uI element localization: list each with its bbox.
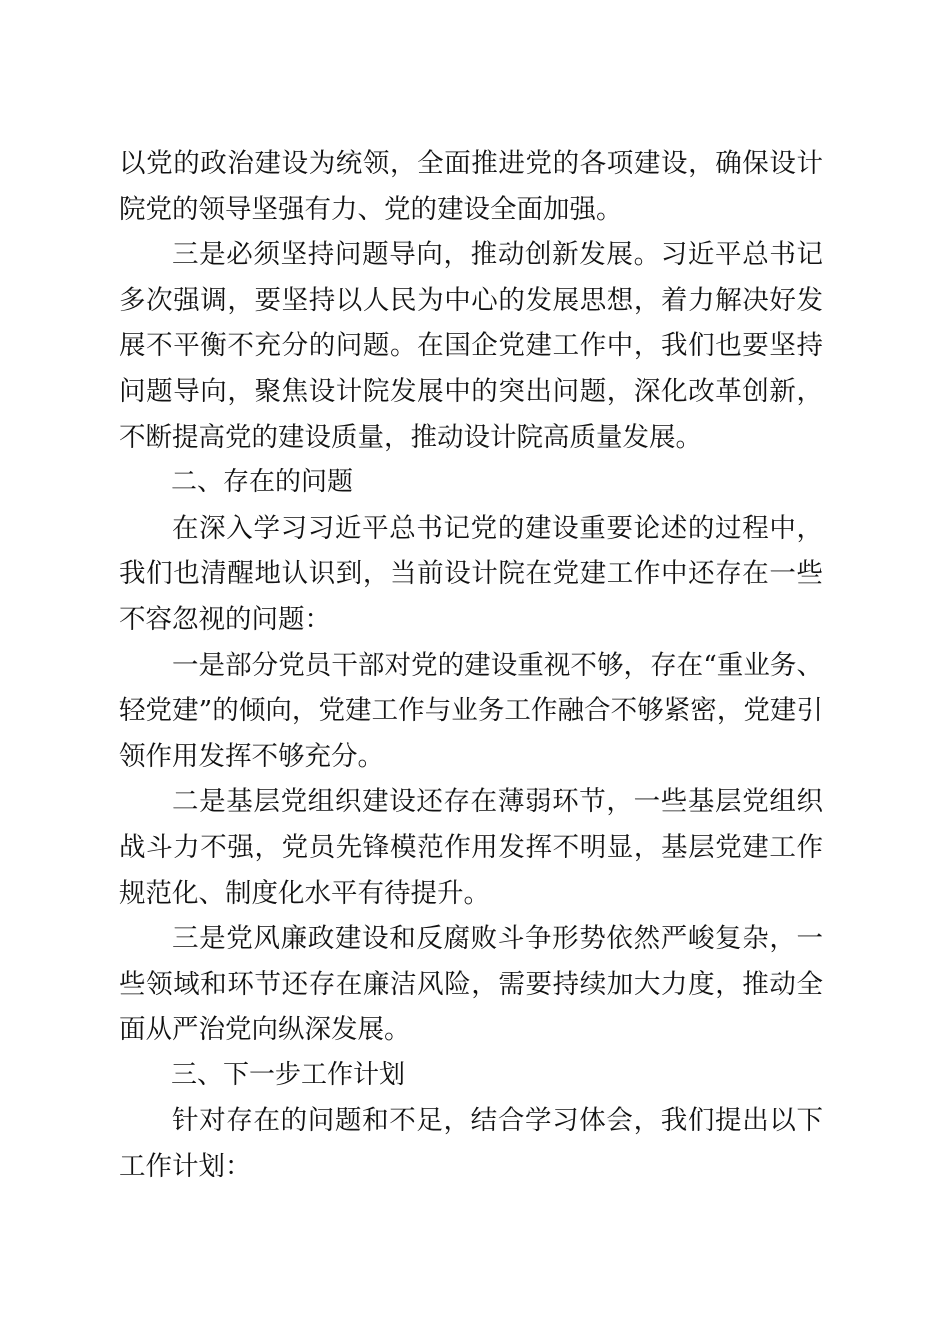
paragraph-problems-intro: 在深入学习习近平总书记党的建设重要论述的过程中，我们也清醒地认识到，当前设计院在党建工作中还存在一些不容忽视的问题： xyxy=(119,512,823,635)
paragraph-problem-one: 一是部分党员干部对党的建设重视不够，存在“重业务、轻党建”的倾向，党建工作与业务工作融合不够紧密，党建引领作用发挥不够充分。 xyxy=(119,649,823,772)
paragraph-work-plan-intro: 针对存在的问题和不足，结合学习体会，我们提出以下工作计划： xyxy=(119,1105,823,1183)
paragraph-point-three: 三是必须坚持问题导向，推动创新发展。习近平总书记多次强调，要坚持以人民为中心的发展思想，着力解决好发展不平衡不充分的问题。在国企党建工作中，我们也要坚持问题导向，聚焦设计院发展中的突出问题，深化改革创新，不断提高党的建设质量，推动设计院高质量发展。 xyxy=(119,239,823,453)
paragraph-problem-two: 二是基层党组织建设还存在薄弱环节，一些基层党组织战斗力不强，党员先锋模范作用发挥不明显，基层党建工作规范化、制度化水平有待提升。 xyxy=(119,786,823,909)
document-body xyxy=(119,141,823,1190)
section-heading-work-plan: 三、下一步工作计划 xyxy=(171,1059,406,1090)
paragraph-continuation: 以党的政治建设为统领，全面推进党的各项建设，确保设计院党的领导坚强有力、党的建设全面加强。 xyxy=(119,148,823,225)
section-heading-problems: 二、存在的问题 xyxy=(171,467,354,498)
paragraph-problem-three: 三是党风廉政建设和反腐败斗争形势依然严峻复杂，一些领域和环节还存在廉洁风险，需要持续加大力度，推动全面从严治党向纵深发展。 xyxy=(119,923,823,1046)
